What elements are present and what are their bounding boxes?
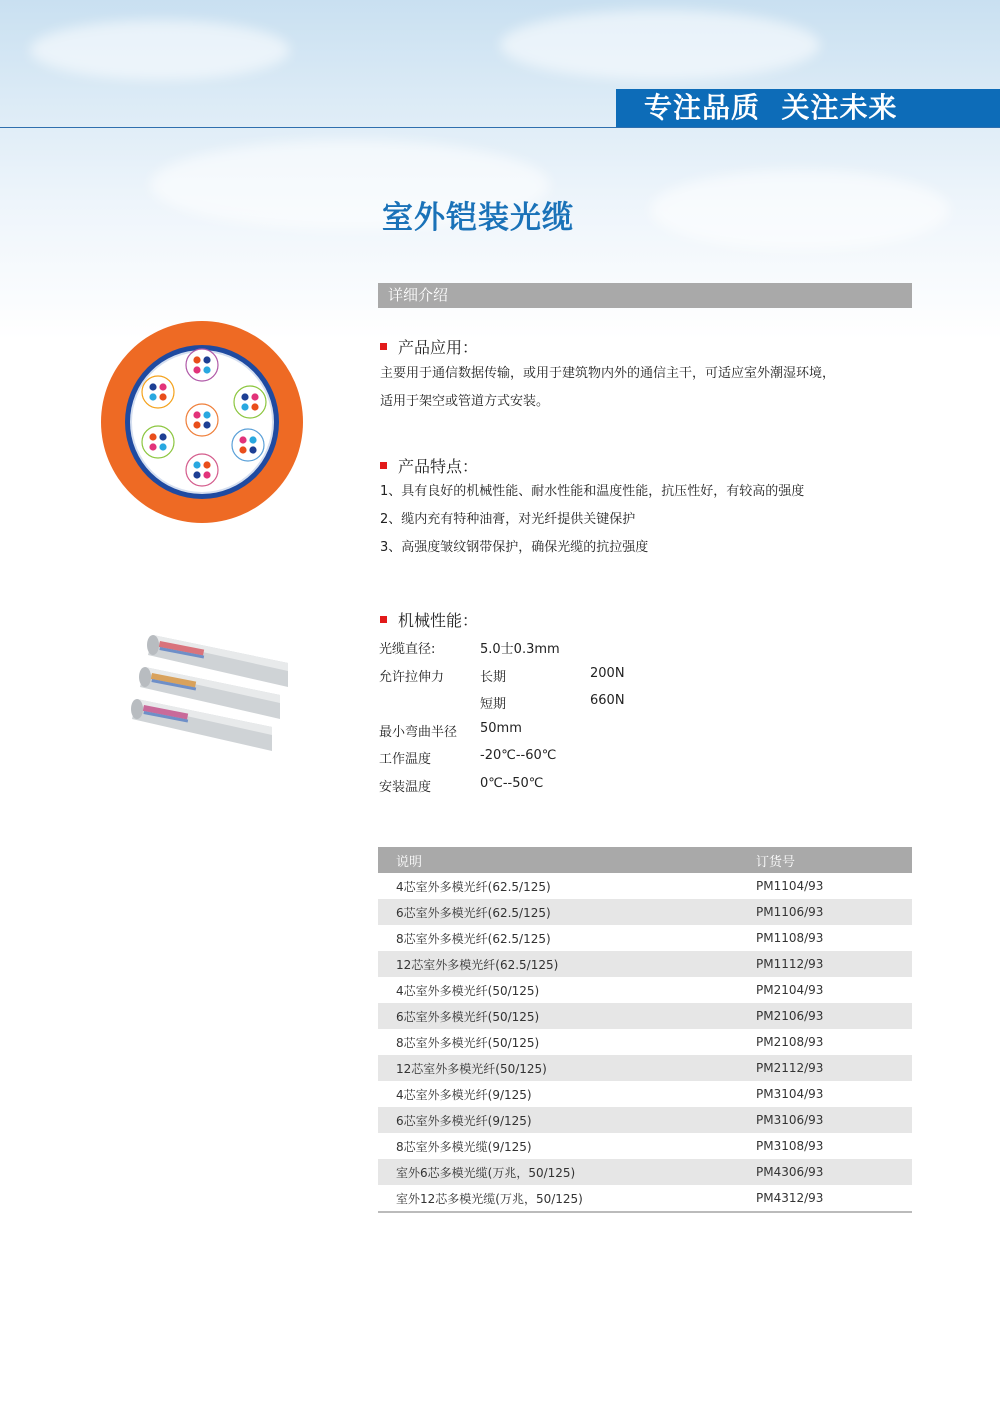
- application-text: 主要用于通信数据传输，或用于建筑物内外的通信主干，可适应室外潮湿环境， 适用于架空或管道方式安装。: [380, 366, 836, 409]
- cell-order-number: PM2108/93: [756, 1035, 824, 1049]
- cell-description: 6芯室外多模光纤(9/125): [378, 1107, 737, 1133]
- cell-description: 12芯室外多模光纤(50/125): [378, 1055, 737, 1081]
- table-row: [378, 1133, 912, 1159]
- fiber-core: [193, 461, 200, 468]
- cell-order-number: PM4312/93: [737, 1185, 912, 1212]
- table-row: [378, 1159, 912, 1185]
- fiber-core: [203, 421, 210, 428]
- cell-order-number: PM1104/93: [756, 879, 824, 893]
- fiber-core: [203, 366, 210, 373]
- table-row: [378, 1055, 912, 1081]
- slogan-banner: 专注品质 关注未来: [616, 89, 1000, 127]
- cell-order-number: PM1112/93: [737, 951, 912, 977]
- spec-value: 0℃--50℃: [480, 776, 544, 791]
- fiber-core: [251, 403, 258, 410]
- spec-value: 660N: [590, 693, 625, 708]
- cell-description: 6芯室外多模光纤(62.5/125): [378, 899, 737, 925]
- cable-cross-section-image: [100, 320, 305, 525]
- cell-order-number: PM2104/93: [756, 983, 824, 997]
- mechanical-heading: 机械性能：: [380, 608, 478, 631]
- cell-order-number: PM3106/93: [737, 1107, 912, 1133]
- application-heading: 产品应用：: [380, 335, 478, 358]
- fiber-tube: [186, 349, 218, 381]
- banner-divider: [0, 127, 1000, 128]
- cell-description: 室外6芯多模光缆(万兆，50/125): [378, 1159, 737, 1185]
- cell-description: 室外12芯多模光缆(万兆，50/125): [378, 1185, 737, 1212]
- order-table: [378, 847, 912, 1213]
- features-heading: 产品特点：: [380, 454, 478, 477]
- spec-value: 50mm: [480, 721, 522, 736]
- cell-order-number: PM2112/93: [737, 1055, 912, 1081]
- fiber-core: [193, 411, 200, 418]
- cell-order-number: PM2106/93: [737, 1003, 912, 1029]
- fiber-core: [159, 383, 166, 390]
- fiber-core: [193, 366, 200, 373]
- spec-value: 5.0士0.3mm: [480, 642, 560, 657]
- spec-label: 光缆直径:: [379, 642, 436, 657]
- spec-label: 最小弯曲半径: [379, 725, 458, 740]
- bullet-square-icon: [380, 343, 387, 350]
- table-row: [378, 1185, 912, 1212]
- spec-label: 允许拉伸力: [379, 670, 445, 685]
- cell-description: 4芯室外多模光纤(50/125): [396, 983, 540, 998]
- column-header-order-number: 订货号: [737, 847, 912, 873]
- fiber-core: [159, 433, 166, 440]
- cable-side-view-image: [108, 625, 293, 765]
- feature-item: 2、缆内充有特种油膏，对光纤提供关键保护: [380, 512, 636, 527]
- table-row: [378, 873, 912, 899]
- fiber-core: [241, 403, 248, 410]
- cell-description: 12芯室外多模光纤(62.5/125): [378, 951, 737, 977]
- fiber-core: [193, 356, 200, 363]
- fiber-core: [193, 471, 200, 478]
- fiber-core: [203, 411, 210, 418]
- cell-description: 8芯室外多模光纤(62.5/125): [396, 931, 551, 946]
- fiber-tube: [142, 376, 174, 408]
- spec-sublabel: 短期: [480, 697, 507, 712]
- spec-value: -20℃--60℃: [480, 748, 557, 763]
- fiber-core: [251, 393, 258, 400]
- column-header-description: 说明: [378, 847, 737, 873]
- fiber-core: [159, 443, 166, 450]
- table-row: [378, 899, 912, 925]
- fiber-core: [149, 393, 156, 400]
- fiber-core: [249, 446, 256, 453]
- bullet-square-icon: [380, 616, 387, 623]
- table-row: [378, 951, 912, 977]
- fiber-core: [193, 421, 200, 428]
- feature-item: 3、高强度皱纹钢带保护，确保光缆的抗拉强度: [380, 540, 649, 555]
- table-row: [378, 925, 912, 951]
- fiber-core: [239, 446, 246, 453]
- cell-order-number: PM3104/93: [756, 1087, 824, 1101]
- cell-description: 8芯室外多模光缆(9/125): [396, 1139, 532, 1154]
- table-row: [378, 1029, 912, 1055]
- table-row: [378, 1081, 912, 1107]
- page-title: 室外铠装光缆: [382, 200, 574, 236]
- fiber-tube: [186, 454, 218, 486]
- cell-order-number: PM4306/93: [737, 1159, 912, 1185]
- spec-sublabel: 长期: [480, 670, 507, 685]
- table-row: [378, 977, 912, 1003]
- fiber-core: [241, 393, 248, 400]
- fiber-core: [249, 436, 256, 443]
- fiber-core: [149, 433, 156, 440]
- fiber-tube: [142, 426, 174, 458]
- table-row: [378, 1107, 912, 1133]
- cell-description: 4芯室外多模光纤(9/125): [396, 1087, 532, 1102]
- cell-order-number: PM1106/93: [737, 899, 912, 925]
- fiber-tube: [234, 386, 266, 418]
- spec-value: 200N: [590, 666, 625, 681]
- cell-description: 4芯室外多模光纤(62.5/125): [396, 879, 551, 894]
- fiber-core: [203, 471, 210, 478]
- fiber-core: [149, 443, 156, 450]
- table-header-row: [378, 847, 912, 873]
- table-row: [378, 1003, 912, 1029]
- cell-order-number: PM1108/93: [756, 931, 824, 945]
- cell-description: 6芯室外多模光纤(50/125): [378, 1003, 737, 1029]
- fiber-tube: [232, 429, 264, 461]
- features-list: [380, 478, 900, 562]
- feature-item: 1、具有良好的机械性能、耐水性能和温度性能，抗压性好，有较高的强度: [380, 484, 805, 499]
- spec-label: 安装温度: [379, 780, 432, 795]
- spec-label: 工作温度: [379, 752, 432, 767]
- bullet-square-icon: [380, 462, 387, 469]
- section-header: 详细介绍: [378, 283, 912, 308]
- cell-order-number: PM3108/93: [756, 1139, 824, 1153]
- fiber-core: [159, 393, 166, 400]
- fiber-core: [203, 461, 210, 468]
- fiber-tube: [186, 404, 218, 436]
- fiber-core: [239, 436, 246, 443]
- fiber-core: [149, 383, 156, 390]
- cell-description: 8芯室外多模光纤(50/125): [396, 1035, 540, 1050]
- fiber-core: [203, 356, 210, 363]
